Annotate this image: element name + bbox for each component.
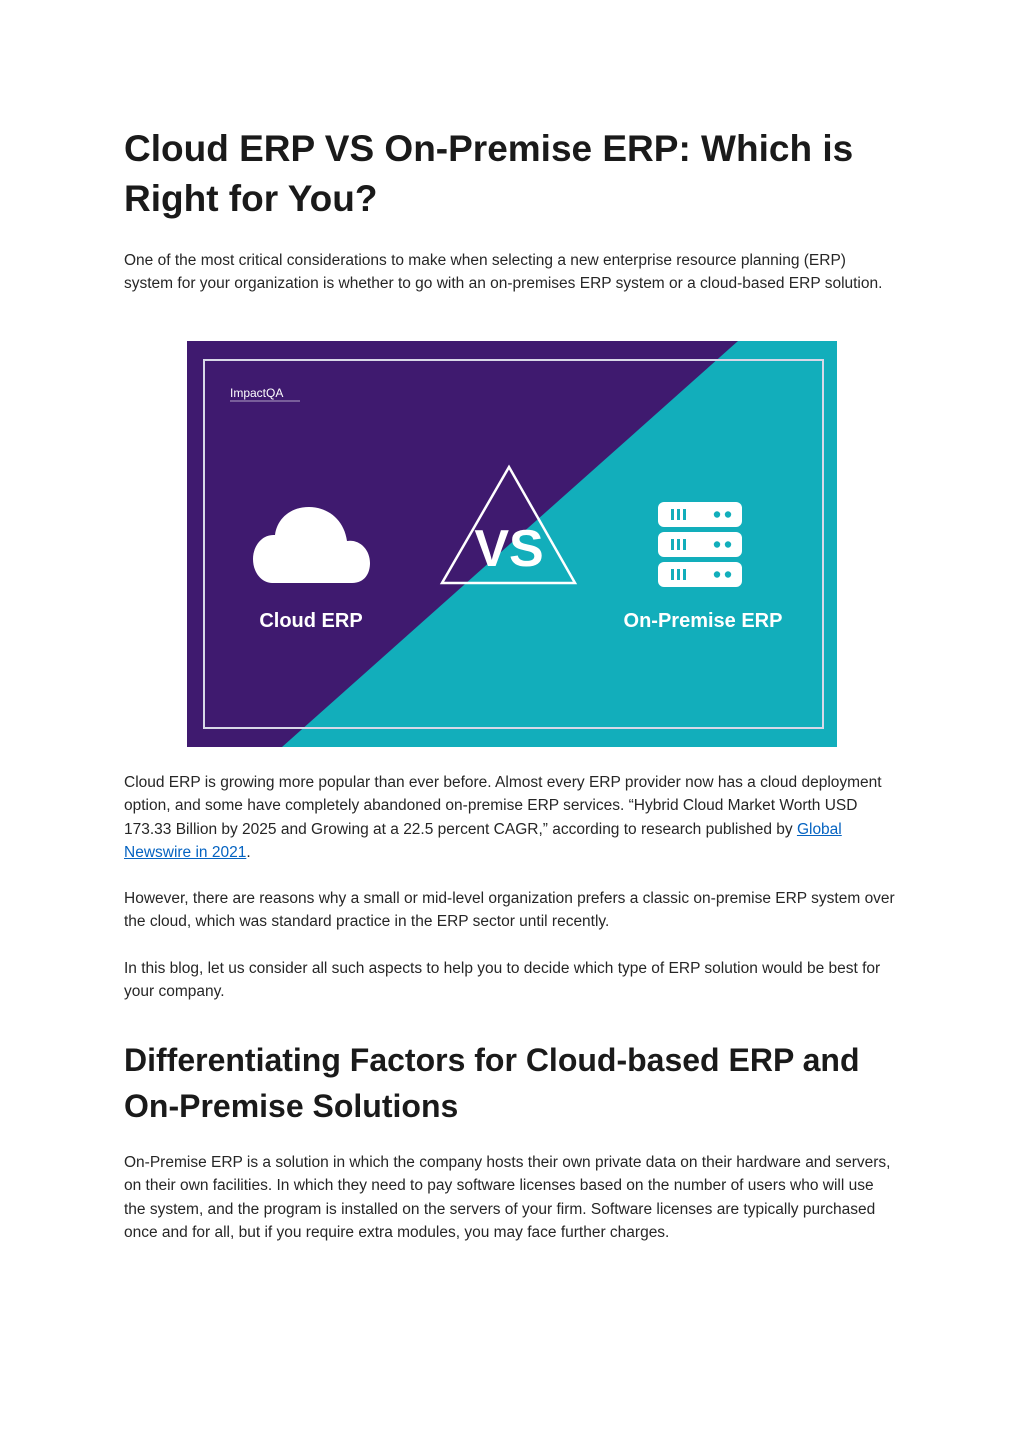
section-heading: Differentiating Factors for Cloud-based ERP and On-Premise Solutions bbox=[124, 1042, 860, 1124]
hero-image bbox=[187, 341, 837, 747]
page-title: Cloud ERP VS On-Premise ERP: Which is Right for You? bbox=[124, 128, 854, 219]
intro-paragraph: One of the most critical considerations to make when selecting a new enterprise resource planning (ERP) system for your organization is whether to go with an on-premises ERP system or a cloud-based ERP solution. bbox=[124, 252, 883, 293]
paragraph-on-premise-definition: On-Premise ERP is a solution in which the company hosts their own private data on their hardware and servers, on their own facilities. In which they need to pay software licenses based on the number of users who will use the system, and the program is installed on the servers of your firm. Software licenses are typically purchased once and for all, but if you require extra modules, you may face further charges. bbox=[124, 1154, 891, 1241]
cloud-erp-label: Cloud ERP bbox=[259, 610, 363, 632]
paragraph-text-end: . bbox=[246, 843, 251, 861]
paragraph-blog-intro: In this blog, let us consider all such aspects to help you to decide which type of ERP solution would be best for your company. bbox=[124, 960, 881, 1001]
paragraph-on-premise-reasons: However, there are reasons why a small or mid-level organization prefers a classic on-premise ERP system over the cloud, which was standard practice in the ERP sector until recently. bbox=[124, 890, 895, 931]
server-icon bbox=[658, 502, 742, 587]
vs-text: VS bbox=[474, 520, 544, 578]
global-newswire-link[interactable]: Global Newswire in 2021 bbox=[124, 820, 842, 861]
brand-text: ImpactQA bbox=[230, 386, 284, 400]
on-premise-erp-label: On-Premise ERP bbox=[623, 610, 783, 632]
paragraph-cloud-growth bbox=[124, 771, 899, 864]
paragraph-text: Cloud ERP is growing more popular than ever before. Almost every ERP provider now has a cloud deployment option, and some have completely abandoned on-premise ERP services. “Hybrid Cloud Market Worth USD 173.33 Billion by 2025 and Growing at a 22.5 percent CAGR,” according to research published by bbox=[124, 774, 882, 838]
